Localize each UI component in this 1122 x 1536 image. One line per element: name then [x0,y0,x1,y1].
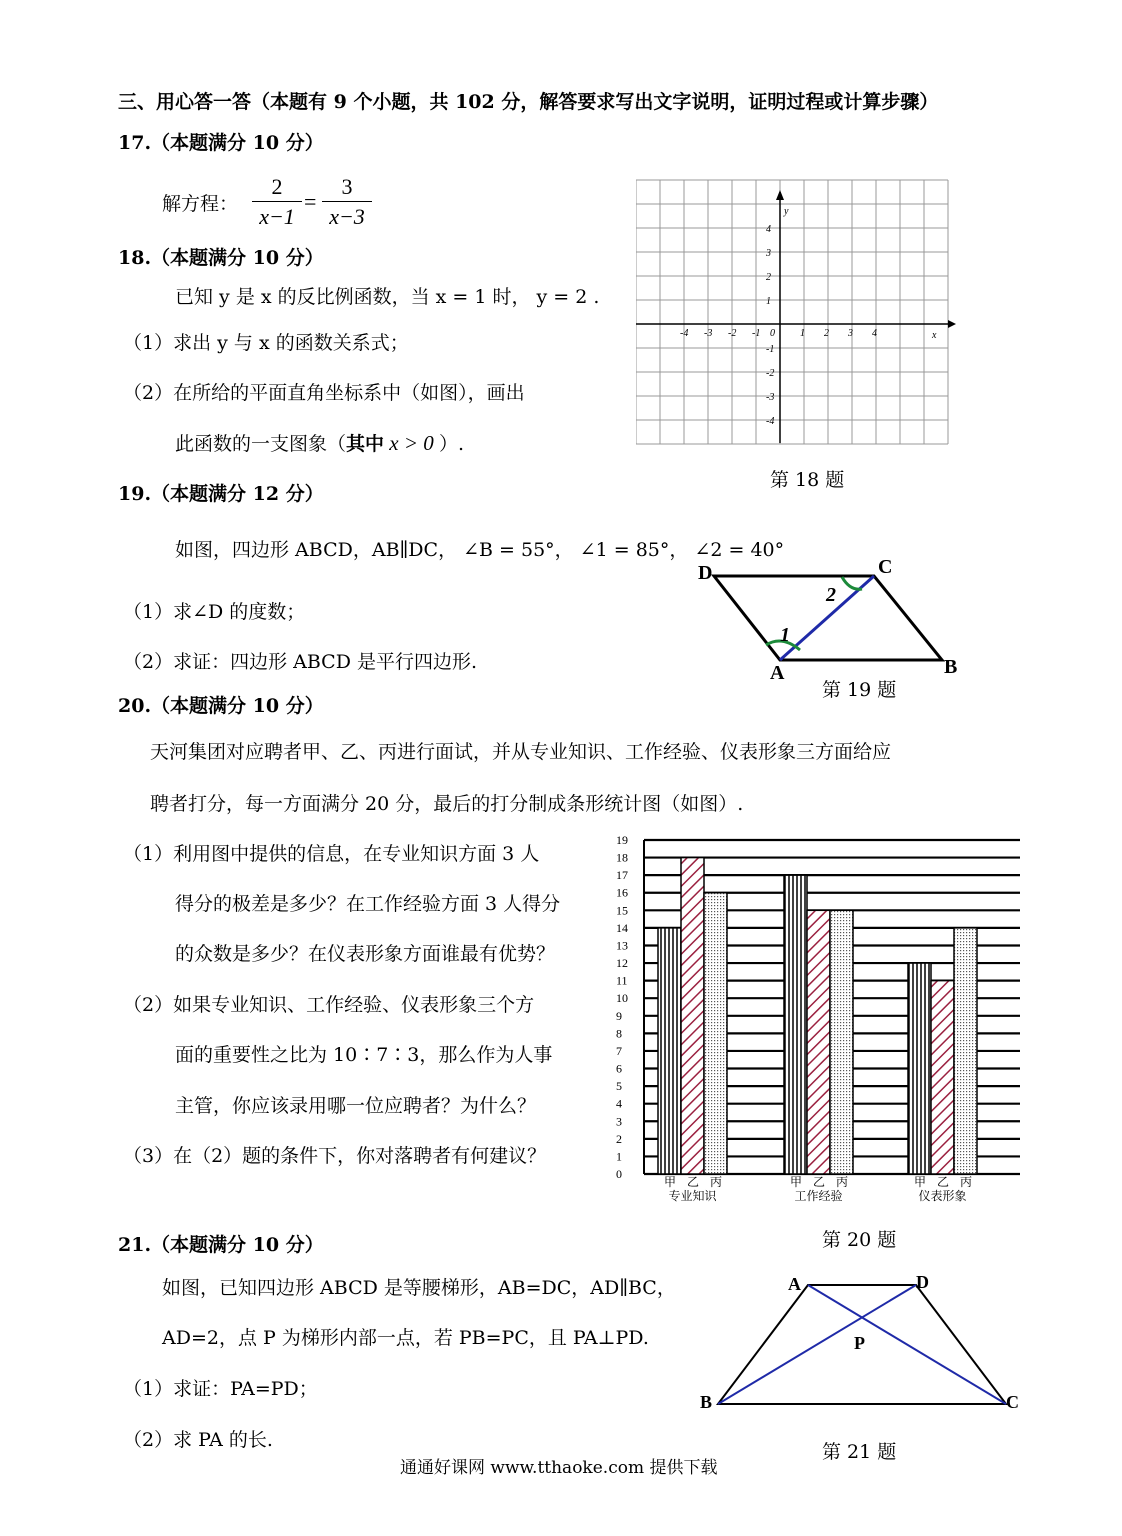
q19-title: 19.（本题满分 12 分） [118,483,324,505]
vertex-a-label: A [788,1274,801,1294]
vertex-d-label: D [916,1272,929,1292]
category-label: 仪表形象 [918,1189,967,1203]
y-tick-label: 3 [616,1114,622,1129]
q20-part1c: 的众数是多少？在仪表形象方面谁最有优势？ [175,943,556,965]
q21-intro1: 如图，已知四边形 ABCD 是等腰梯形，AB=DC，AD∥BC， [162,1277,676,1299]
q18-part1: （1）求出 y 与 x 的函数关系式； [123,332,409,354]
q17-prompt: 解方程： [162,193,239,215]
x-tick-label: 4 [872,328,877,339]
y-tick-label: 19 [616,833,628,847]
y-tick-label: 13 [616,938,628,953]
q20-title: 20.（本题满分 10 分） [118,695,324,717]
x-tick-label: -1 [752,328,761,339]
y-tick-label: 4 [766,224,771,235]
q17-lhs-fraction [252,173,302,230]
series-label: 丙 [710,1175,723,1189]
y-tick-label: -4 [766,416,775,427]
q19-part2: （2）求证：四边形 ABCD 是平行四边形. [123,651,478,673]
q18-part2b-pre: 此函数的一支图象（ [175,433,347,455]
y-tick-label: 4 [616,1096,622,1111]
x-tick-label: -4 [680,328,689,339]
q18-coordinate-grid [636,178,956,453]
y-tick-label: 1 [616,1149,622,1164]
y-tick-label: 3 [766,248,771,259]
vertex-c-label: C [878,556,893,578]
origin-label: 0 [770,328,775,339]
q19-intro: 如图，四边形 ABCD，AB∥DC， ∠B = 55°， ∠1 = 85°， ∠2 = 40° [175,539,785,561]
series-label: 乙 [813,1175,826,1189]
x-axis-arrow-icon [948,320,956,328]
q21-part1: （1）求证：PA=PD； [123,1378,318,1400]
q18-title: 18.（本题满分 10 分） [118,247,324,269]
q21-intro2: AD=2，点 P 为梯形内部一点，若 PB=PC，且 PA⊥PD. [162,1327,649,1349]
y-tick-label: 12 [616,956,628,971]
series-label: 甲 [664,1175,677,1189]
q17-lhs-denominator: x−1 [252,201,302,230]
q20-part2a: （2）如果专业知识、工作经验、仪表形象三个方 [123,994,535,1016]
q20-part1a: （1）利用图中提供的信息，在专业知识方面 3 人 [123,843,540,865]
bar-乙-仪表形象 [931,981,954,1174]
q21-caption: 第 21 题 [822,1441,897,1463]
bar-甲-仪表形象 [908,963,931,1174]
q20-intro2: 聘者打分，每一方面满分 20 分，最后的打分制成条形统计图（如图）. [150,793,744,815]
q18-part2b-bold: 其中 [346,433,385,455]
series-label: 丙 [836,1175,849,1189]
bar-甲-工作经验 [784,875,807,1174]
x-axis-label: x [932,330,937,341]
series-label: 甲 [914,1175,927,1189]
q20-bar-chart [612,830,1022,1210]
y-tick-label: 1 [766,296,771,307]
y-tick-label: 18 [616,850,628,865]
q20-caption: 第 20 题 [822,1229,897,1251]
q17-title: 17.（本题满分 10 分） [118,132,324,154]
y-tick-label: 11 [616,973,628,988]
q18-caption: 第 18 题 [770,469,845,491]
q17-lhs-numerator: 2 [271,174,283,199]
x-tick-label: 2 [824,328,829,339]
page-footer: 通通好课网 www.tthaoke.com 提供下载 [400,1458,718,1478]
bar-甲-专业知识 [658,928,681,1174]
q18-part2b-post: ）. [439,433,465,455]
bar-丙-工作经验 [830,910,853,1174]
vertex-c-label: C [1006,1392,1019,1412]
y-tick-label: 10 [616,991,628,1006]
q18-part2b [175,431,464,456]
q18-part2a: （2）在所给的平面直角坐标系中（如图），画出 [123,382,525,404]
category-label: 工作经验 [794,1189,843,1203]
vertex-b-label: B [944,656,958,678]
x-tick-label: -3 [704,328,713,339]
series-label: 乙 [687,1175,700,1189]
y-axis-label: y [784,206,789,217]
q17-rhs-fraction [322,173,372,230]
bar-乙-专业知识 [681,858,704,1174]
vertex-b-label: B [700,1392,713,1412]
q17-equals: = [304,189,317,214]
q21-part2: （2）求 PA 的长. [123,1429,273,1451]
x-tick-label: 3 [848,328,853,339]
q19-part1: （1）求∠D 的度数； [123,601,306,623]
y-tick-label: 0 [616,1167,622,1181]
y-tick-label: 7 [616,1043,622,1058]
q20-intro1: 天河集团对应聘者甲、乙、丙进行面试，并从专业知识、工作经验、仪表形象三方面给应 [150,741,892,763]
q21-trapezoid-figure [696,1266,1026,1416]
y-tick-label: 5 [616,1079,622,1094]
x-tick-label: -2 [728,328,737,339]
y-tick-label: 2 [616,1131,622,1146]
y-tick-label: 14 [616,920,628,935]
y-tick-label: 9 [616,1008,622,1023]
segment-pd-pb [718,1285,916,1404]
category-label: 专业知识 [668,1189,717,1203]
vertex-a-label: A [770,662,785,684]
section-header: 三、用心答一答（本题有 9 个小题，共 102 分，解答要求写出文字说明，证明过程或计算步骤） [118,91,939,113]
q19-parallelogram-figure [690,555,970,685]
angle-2-label: 2 [826,584,836,606]
q20-part2c: 主管，你应该录用哪一位应聘者？为什么？ [175,1095,537,1117]
q20-part3: （3）在（2）题的条件下，你对落聘者有何建议？ [123,1145,547,1167]
x-tick-label: 1 [800,328,805,339]
y-tick-label: 6 [616,1061,622,1076]
q17-rhs-denominator: x−3 [322,201,372,230]
q19-caption: 第 19 题 [822,679,897,701]
y-axis-arrow-icon [776,190,784,200]
q20-part1b: 得分的极差是多少？在工作经验方面 3 人得分 [175,893,561,915]
y-tick-label: -1 [766,344,775,355]
y-tick-label: 17 [616,868,628,883]
q18-part2b-math: x > 0 [384,431,440,455]
y-tick-label: 15 [616,903,628,918]
bar-乙-工作经验 [807,910,830,1174]
y-tick-label: 2 [766,272,771,283]
y-tick-label: -2 [766,368,775,379]
q21-title: 21.（本题满分 10 分） [118,1234,324,1256]
series-label: 甲 [790,1175,803,1189]
series-label: 乙 [937,1175,950,1189]
q20-part2b: 面的重要性之比为 10∶7∶3，那么作为人事 [175,1044,553,1066]
q17-rhs-numerator: 3 [341,174,353,199]
q18-intro: 已知 y 是 x 的反比例函数，当 x = 1 时， y = 2 . [175,286,600,308]
vertex-d-label: D [698,562,713,584]
y-tick-label: 16 [616,885,628,900]
y-tick-label: -3 [766,392,775,403]
bar-丙-仪表形象 [954,928,977,1174]
point-p-label: P [854,1333,865,1353]
angle-1-label: 1 [780,624,790,646]
bar-丙-专业知识 [704,893,727,1174]
series-label: 丙 [960,1175,973,1189]
y-tick-label: 8 [616,1026,622,1041]
segment-pa-pc [808,1285,1006,1404]
